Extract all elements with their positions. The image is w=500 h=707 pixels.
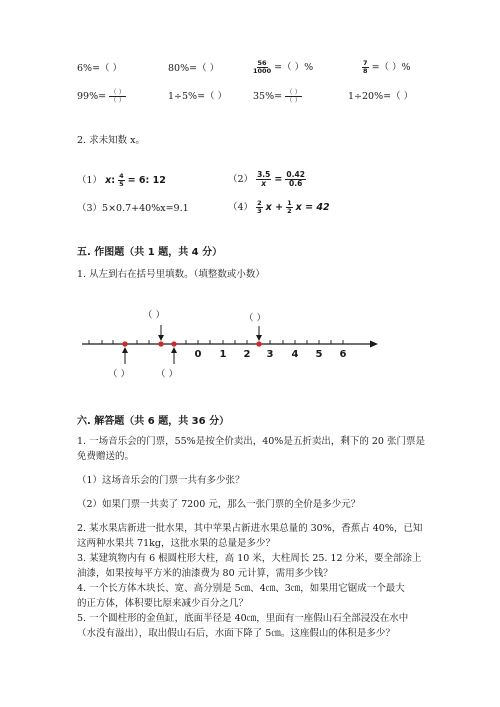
fraction: $\frac{2}{3}$ bbox=[257, 199, 262, 215]
arrow-up-head bbox=[122, 347, 128, 353]
equation-3: （3）5×0.7+40%x=9.1 bbox=[77, 203, 189, 214]
problem-3-line2: 油漆，如果按每平方米的油漆费为 80 元计算，需用多少钱？ bbox=[77, 568, 333, 579]
problem-1-sub1: （1）这场音乐会的门票一共有多少张？ bbox=[77, 475, 245, 486]
row2-item-b: 1÷5%=（ ） bbox=[168, 91, 228, 102]
equation-1: （1） x: $\frac{4}{5}$ = 6: 12 bbox=[77, 172, 166, 188]
tick-label: 3 bbox=[266, 349, 274, 360]
fraction: $\frac{56}{1000}$ bbox=[253, 59, 272, 75]
fraction: $\frac{7}{8}$ bbox=[363, 59, 368, 75]
point-marker bbox=[256, 341, 261, 346]
tick-label: 5 bbox=[315, 349, 323, 360]
tick-label: 1 bbox=[219, 349, 227, 360]
arrow-down-head bbox=[158, 335, 164, 341]
answer-blank-4: （ ） bbox=[156, 369, 179, 380]
section6-title: 六. 解答题（共 6 题，共 36 分） bbox=[77, 416, 230, 427]
fraction: $\frac{( )}{( )}$ bbox=[286, 88, 302, 104]
problem-1-line2: 免费赠送的。 bbox=[77, 451, 135, 462]
problem-4-line1: 4. 一个长方体木块长、宽、高分别是 5㎝、4㎝、3㎝，如果用它锯成一个最大 bbox=[77, 583, 405, 594]
row1-item-d: $\frac{7}{8}$ =（ ）% bbox=[363, 59, 411, 75]
answer-blank-1: （ ） bbox=[143, 310, 166, 321]
tick-label: 2 bbox=[243, 349, 251, 360]
axis-arrowhead bbox=[370, 341, 378, 348]
problem-2-line1: 2. 某水果店新进一批水果，其中苹果占新进水果总量的 30%，香蕉占 40%，已知 bbox=[77, 523, 423, 534]
point-marker bbox=[122, 341, 127, 346]
row2-item-d: 1÷20%=（ ） bbox=[348, 91, 414, 102]
equation-2: （2） $\frac{3.5}{x}$ = $\frac{0.42}{0.6}$ bbox=[228, 170, 305, 188]
arrow-down-head bbox=[256, 335, 262, 341]
arrow-up-head bbox=[171, 347, 177, 353]
tick-label: 4 bbox=[291, 349, 299, 360]
answer-blank-2: （ ） bbox=[244, 313, 267, 324]
row2-item-a: 99%= $\frac{( )}{( )}$ bbox=[77, 88, 126, 104]
problem-5-line1: 5. 一个圆柱形的金鱼缸，底面半径是 40㎝，里面有一座假山石全部浸没在水中 bbox=[77, 613, 409, 624]
fraction: $\frac{( )}{( )}$ bbox=[110, 88, 126, 104]
row1-item-c: $\frac{56}{1000}$ =（ ）% bbox=[253, 59, 314, 75]
answer-blank-3: （ ） bbox=[108, 369, 131, 380]
row1-item-b: 80%=（ ） bbox=[168, 63, 220, 74]
row2-item-c: 35%= $\frac{( )}{( )}$ bbox=[253, 88, 302, 104]
point-marker bbox=[171, 341, 176, 346]
fraction: $\frac{1}{2}$ bbox=[287, 199, 292, 215]
problem-2-line2: 这两种水果共 71kg，这批水果的总量是多少？ bbox=[77, 538, 275, 549]
problem-5-line2: （水没有溢出），取出假山石后，水面下降了 5㎝。这座假山的体积是多少？ bbox=[77, 628, 395, 639]
point-marker bbox=[158, 341, 163, 346]
equation-4: （4） $\frac{2}{3}$ x + $\frac{1}{2}$ x = 42 bbox=[228, 199, 330, 215]
problem-1-sub2: （2）如果门票一共卖了 7200 元，那么一张门票的全价是多少元？ bbox=[77, 499, 361, 510]
section5-title: 五. 作图题（共 1 题，共 4 分） bbox=[77, 247, 223, 258]
problem-1-line1: 1. 一场音乐会的门票，55%是按全价卖出，40%是五折卖出，剩下的 20 张门票是 bbox=[77, 436, 425, 447]
section5-question: 1. 从左到右在括号里填数。（填整数或小数） bbox=[77, 269, 265, 280]
fraction: $\frac{4}{5}$ bbox=[119, 172, 124, 188]
row1-item-a: 6%=（ ） bbox=[77, 63, 123, 74]
fraction: $\frac{0.42}{0.6}$ bbox=[286, 170, 305, 188]
fraction: $\frac{3.5}{x}$ bbox=[257, 170, 271, 188]
tick-label: 6 bbox=[339, 349, 347, 360]
tick-label: 0 bbox=[194, 349, 202, 360]
problem-3-line1: 3. 某建筑物内有 6 根圆柱形大柱，高 10 米，大柱周长 25. 12 分米，要全部涂上 bbox=[77, 553, 422, 564]
q2-title: 2. 求未知数 x。 bbox=[77, 135, 145, 146]
problem-4-line2: 的正方体，体积要比原来减少百分之几？ bbox=[77, 598, 249, 609]
